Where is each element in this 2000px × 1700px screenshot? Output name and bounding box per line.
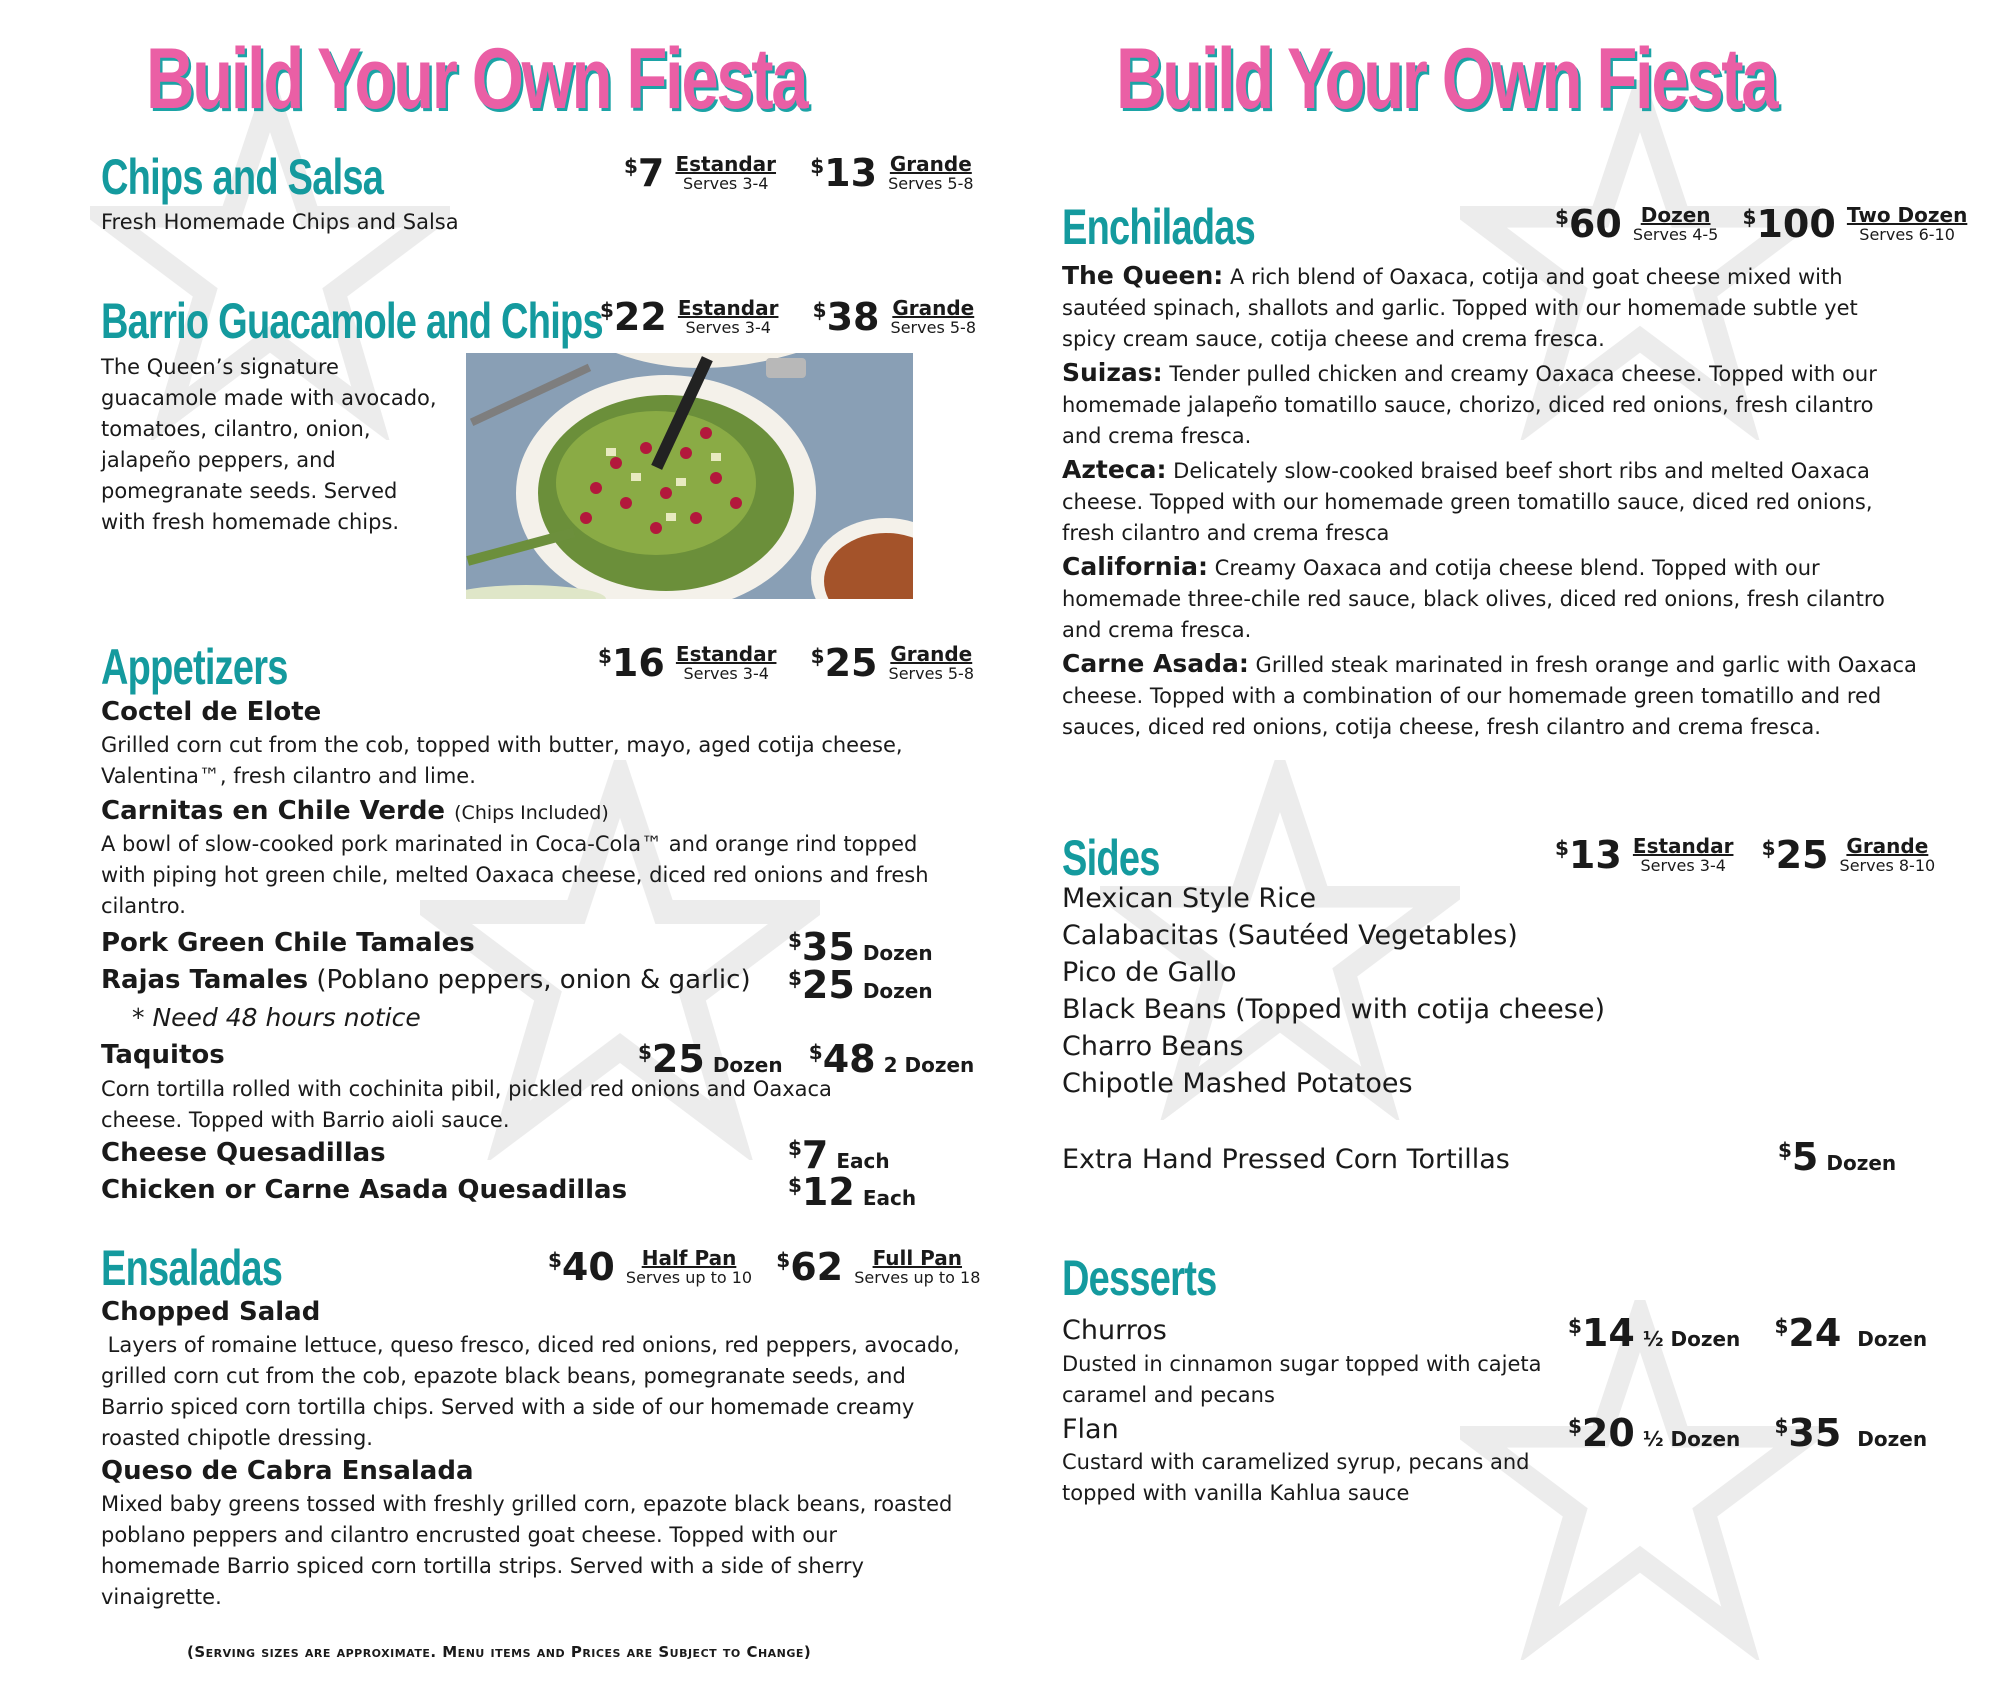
price: $20 ½ Dozen xyxy=(1568,1411,1741,1455)
taquitos-description: Corn tortilla rolled with cochinita pibil, pickled red onions and Oaxaca cheese. Topped with Barrio aioli sauce. xyxy=(101,1077,832,1132)
price-tier: Two Dozen Serves 6-10 xyxy=(1846,203,1968,244)
carnitas-description: A bowl of slow-cooked pork marinated in Coca-Cola™ and orange rind topped with piping hot green chile, melted Oaxaca cheese, diced red onions and fresh cilantro. xyxy=(101,832,929,918)
chopped-salad-description: Layers of romaine lettuce, queso fresco, diced red onions, red peppers, avocado, grilled corn cut from the cob, epazote black beans, pomegranate seeds, and Barrio spiced corn tortilla chips. Served with a side of our homemade creamy roasted chipotle dressing. xyxy=(101,1333,960,1450)
guacamole-bowl-illustration xyxy=(466,353,913,599)
price-tier: Estandar Serves 3-4 xyxy=(1632,834,1734,875)
price-tier: Grande Serves 5-8 xyxy=(888,152,974,193)
sides-list xyxy=(1062,880,1605,1102)
enchiladas-heading: Enchiladas xyxy=(1062,199,1256,255)
queso-cabra-name: Queso de Cabra Ensalada xyxy=(101,1456,474,1486)
chips-salsa-description: Fresh Homemade Chips and Salsa xyxy=(101,210,459,234)
enchilada-item: Azteca: Delicately slow-cooked braised beef short ribs and melted Oaxaca cheese. Topped with our homemade green tomatillo sauce, diced red onions, fresh cilantro and crema fresca xyxy=(1062,455,1873,545)
enchilada-item: Suizas: Tender pulled chicken and creamy Oaxaca cheese. Topped with our homemade jalapeño tomatillo sauce, chorizo, diced red onions, fresh cilantro and crema fresca. xyxy=(1062,358,1877,448)
price-tier: Full Pan Serves up to 18 xyxy=(854,1246,981,1287)
price: $7 xyxy=(624,151,665,195)
price: $25 xyxy=(1761,833,1829,877)
chips-salsa-prices xyxy=(624,151,974,195)
extra-tortillas-name: Extra Hand Pressed Corn Tortillas xyxy=(1062,1144,1510,1175)
meat-quesadillas-name: Chicken or Carne Asada Quesadillas xyxy=(101,1175,628,1205)
price-tier: Grande Serves 8-10 xyxy=(1839,834,1936,875)
coctel-name: Coctel de Elote xyxy=(101,697,322,727)
flan-name: Flan xyxy=(1062,1414,1119,1445)
price-tier: Estandar Serves 3-4 xyxy=(675,642,777,683)
price-tier: Estandar Serves 3-4 xyxy=(675,152,777,193)
extra-tortillas-price: $5 Dozen xyxy=(1778,1135,1897,1179)
guacamole-photo xyxy=(466,353,913,599)
price: $13 xyxy=(1555,833,1622,877)
rajas-tamales-name: Rajas Tamales (Poblano peppers, onion & garlic) xyxy=(101,965,751,995)
enchilada-item: California: Creamy Oaxaca and cotija cheese blend. Topped with our homemade three-chile red sauce, black olives, diced red onions, fresh cilantro and crema fresca. xyxy=(1062,552,1885,642)
price: $24 Dozen xyxy=(1774,1311,1928,1355)
ensaladas-heading: Ensaladas xyxy=(101,1240,283,1296)
pork-tamales-price: $35 Dozen xyxy=(788,925,933,969)
price-tier: Grande Serves 5-8 xyxy=(890,296,976,337)
churros-name: Churros xyxy=(1062,1315,1167,1346)
rajas-tamales-price: $25 Dozen xyxy=(788,963,933,1007)
price: $40 xyxy=(548,1245,615,1289)
page-title-right: Build Your Own Fiesta xyxy=(1116,31,1777,127)
taquitos-name: Taquitos xyxy=(101,1040,225,1070)
chips-salsa-heading: Chips and Salsa xyxy=(101,149,384,205)
price: $25 Dozen xyxy=(638,1037,783,1081)
desserts-heading: Desserts xyxy=(1062,1250,1217,1306)
list-item: Chipotle Mashed Potatoes xyxy=(1062,1068,1413,1099)
price: $100 xyxy=(1742,202,1836,246)
enchilada-item: Carne Asada: Grilled steak marinated in fresh orange and garlic with Oaxaca cheese. Topped with a combination of our homemade green tomatillo and red sauces, diced red onions, cotija cheese, fresh cilantro and crema fresca. xyxy=(1062,649,1917,739)
flan-description: Custard with caramelized syrup, pecans and topped with vanilla Kahlua sauce xyxy=(1062,1450,1530,1505)
price: $35 Dozen xyxy=(1774,1411,1928,1455)
enchiladas-list xyxy=(1062,260,1932,743)
price-tier: Grande Serves 5-8 xyxy=(888,642,974,683)
price: $62 xyxy=(776,1245,844,1289)
churros-description: Dusted in cinnamon sugar topped with cajeta caramel and pecans xyxy=(1062,1352,1542,1407)
cheese-quesadillas-name: Cheese Quesadillas xyxy=(101,1138,386,1168)
guacamole-heading: Barrio Guacamole and Chips xyxy=(101,293,603,349)
pork-tamales-name: Pork Green Chile Tamales xyxy=(101,928,475,958)
price-tier: Estandar Serves 3-4 xyxy=(677,296,779,337)
queso-cabra-description: Mixed baby greens tossed with freshly grilled corn, epazote black beans, roasted poblano peppers and cilantro encrusted goat cheese. Topped with our homemade Barrio spiced corn tortilla strips. Served with a side of sherry vinaigrette. xyxy=(101,1492,953,1609)
churros-prices xyxy=(1568,1311,1928,1355)
carnitas-name: Carnitas en Chile Verde (Chips Included) xyxy=(101,796,609,826)
enchiladas-prices xyxy=(1555,202,1968,246)
chopped-salad-name: Chopped Salad xyxy=(101,1297,321,1327)
list-item: Pico de Gallo xyxy=(1062,957,1237,988)
flan-prices xyxy=(1568,1411,1928,1455)
list-item: Black Beans (Topped with cotija cheese) xyxy=(1062,994,1605,1025)
meat-quesadillas-price: $12 Each xyxy=(788,1170,917,1214)
enchilada-item: The Queen: A rich blend of Oaxaca, cotija and goat cheese mixed with sautéed spinach, shallots and garlic. Topped with our homemade subtle yet spicy cream sauce, cotija cheese and crema fresca. xyxy=(1062,261,1858,351)
list-item: Mexican Style Rice xyxy=(1062,883,1317,914)
footer-disclaimer: (Serving sizes are approximate. Menu items and Prices are Subject to Change) xyxy=(187,1643,812,1661)
guacamole-prices xyxy=(600,295,976,339)
cheese-quesadillas-price: $7 Each xyxy=(788,1133,890,1177)
price: $14 ½ Dozen xyxy=(1568,1311,1741,1355)
guacamole-description: The Queen’s signature guacamole made with avocado, tomatoes, cilantro, onion, jalapeño peppers, and pomegranate seeds. Served with fresh homemade chips. xyxy=(101,355,437,534)
taquitos-prices xyxy=(638,1037,975,1081)
price: $13 xyxy=(810,151,878,195)
price: $38 xyxy=(812,295,880,339)
price: $16 xyxy=(598,641,665,685)
page-title-left: Build Your Own Fiesta xyxy=(146,31,807,127)
ensaladas-prices xyxy=(548,1245,981,1289)
sides-prices xyxy=(1555,833,1936,877)
list-item: Charro Beans xyxy=(1062,1031,1244,1062)
list-item: Calabacitas (Sautéed Vegetables) xyxy=(1062,920,1518,951)
price: $22 xyxy=(600,295,667,339)
appetizers-prices xyxy=(598,641,974,685)
price: $60 xyxy=(1555,202,1622,246)
notice-text: * Need 48 hours notice xyxy=(132,1003,421,1032)
appetizers-heading: Appetizers xyxy=(101,639,288,695)
price: $25 xyxy=(810,641,878,685)
price-tier: Dozen Serves 4-5 xyxy=(1632,203,1719,244)
price: $48 2 Dozen xyxy=(808,1037,975,1081)
coctel-description: Grilled corn cut from the cob, topped with butter, mayo, aged cotija cheese, Valentina™, fresh cilantro and lime. xyxy=(101,733,903,788)
sides-heading: Sides xyxy=(1062,830,1160,886)
price-tier: Half Pan Serves up to 10 xyxy=(625,1246,753,1287)
